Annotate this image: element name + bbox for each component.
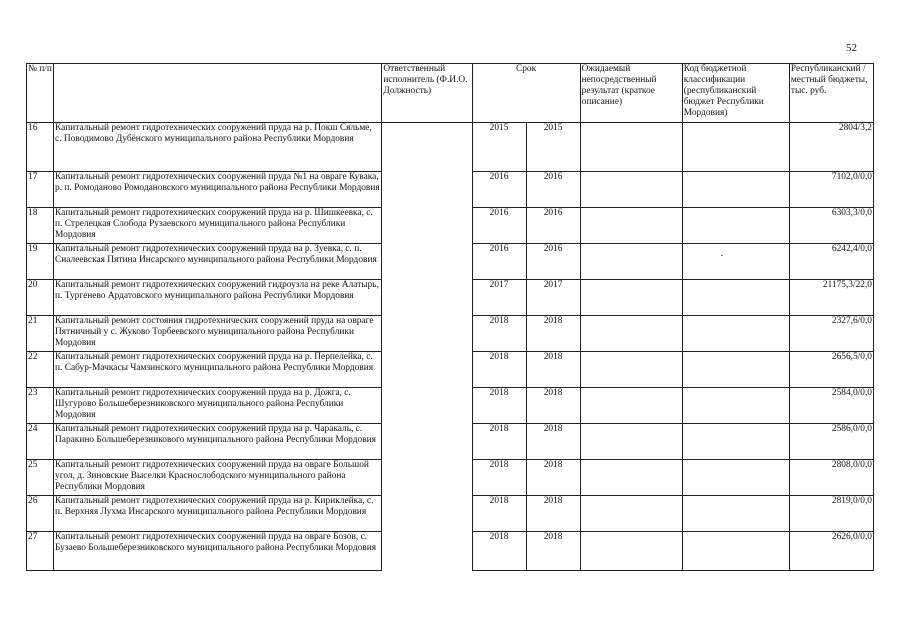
row-budget: 2586,0/0,0 [789, 424, 873, 460]
row-name: Капитальный ремонт гидротехнических сооружений пруда на р. Покш Сяльме, с. Поводимово Дубёнского муниципального района Республики Мордовия [54, 123, 382, 172]
row-end-year: 2016 [526, 172, 580, 208]
row-code [682, 208, 789, 244]
row-expected [580, 208, 682, 244]
row-start-year: 2018 [472, 352, 526, 388]
row-num: 24 [27, 424, 54, 460]
header-budget: Республиканский /местный бюджеты, тыс. руб. [789, 64, 873, 123]
row-num: 26 [27, 496, 54, 532]
row-start-year: 2018 [472, 424, 526, 460]
row-budget: 6242,4/0,0 [789, 244, 873, 280]
row-name: Капитальный ремонт гидротехнических сооружений гидроузла на реке Алатырь, п. Тургенево Ардатовского муниципального района Республики Мордовия [54, 280, 382, 316]
row-budget: 2804/3,2 [789, 123, 873, 172]
row-name: Капитальный ремонт гидротехнических сооружений пруда на овраге Бозов, с. Бузаево Большеберезниковского муниципального района Республики Мордовия [54, 532, 382, 571]
row-name: Капитальный ремонт гидротехнических сооружений пруда на р. Чаракаль, с. Паракино Большеберезникового муниципального района Республики Мордовия [54, 424, 382, 460]
scan-speck [721, 255, 723, 256]
row-end-year: 2017 [526, 280, 580, 316]
row-end-year: 2018 [526, 460, 580, 496]
row-budget: 2808,0/0,0 [789, 460, 873, 496]
row-end-year: 2018 [526, 532, 580, 571]
row-name: Капитальный ремонт гидротехнических сооружений пруда №1 на овраге Кувака, р. п. Ромоданово Ромодановского муниципального района Республики Мордовия [54, 172, 382, 208]
row-budget: 7102,0/0,0 [789, 172, 873, 208]
row-expected [580, 496, 682, 532]
row-name: Капитальный ремонт гидротехнических сооружений пруда на р. Шишкеевка, с. п. Стрелецкая Слобода Рузаевского муниципального района Республики Мордовия [54, 208, 382, 244]
row-end-year: 2018 [526, 352, 580, 388]
row-code [682, 532, 789, 571]
row-expected [580, 460, 682, 496]
row-code [682, 496, 789, 532]
row-num: 19 [27, 244, 54, 280]
header-responsible: Ответственный исполнитель (Ф.И.О. Должность) [382, 64, 472, 123]
row-num: 25 [27, 460, 54, 496]
row-end-year: 2015 [526, 123, 580, 172]
row-name: Капитальный ремонт гидротехнических сооружений пруда на р. Кириклейка, с. п. Верхняя Лухма Инсарского муниципального района Республики Мордовия [54, 496, 382, 532]
row-start-year: 2016 [472, 172, 526, 208]
row-expected [580, 123, 682, 172]
row-end-year: 2018 [526, 388, 580, 424]
table-header-row [27, 64, 874, 123]
row-budget: 6303,3/0,0 [789, 208, 873, 244]
row-expected [580, 280, 682, 316]
row-name: Капитальный ремонт гидротехнических сооружений пруда на овраге Большой угол, д. Зиновские Выселки Краснослободского муниципального района Республики Мордовия [54, 460, 382, 496]
row-code [682, 280, 789, 316]
row-expected [580, 352, 682, 388]
row-budget: 2626,0/0,0 [789, 532, 873, 571]
row-expected [580, 172, 682, 208]
row-code [682, 424, 789, 460]
row-expected [580, 244, 682, 280]
row-name: Капитальный ремонт гидротехнических сооружений пруда на р. Перпелейка, с. п. Сабур-Мачкасы Чамзинского муниципального района Республики Мордовия [54, 352, 382, 388]
responsible-cell [382, 123, 472, 571]
header-budget-code: Код бюджетной классификации (республиканский бюджет Республики Мордовия) [682, 64, 789, 123]
row-name: Капитальный ремонт состояния гидротехнических сооружений пруда на овраге Пятничный у с. Жуково Торбеевского муниципального района Республики Мордовия [54, 316, 382, 352]
row-name: Капитальный ремонт гидротехнических сооружений пруда на р. Зуевка, с. п. Сиалеевская Пятина Инсарского муниципального района Республики Мордовия [54, 244, 382, 280]
row-start-year: 2016 [472, 208, 526, 244]
row-end-year: 2018 [526, 424, 580, 460]
row-code [682, 316, 789, 352]
row-expected [580, 532, 682, 571]
row-num: 17 [27, 172, 54, 208]
row-budget: 21175,3/22,0 [789, 280, 873, 316]
row-code [682, 123, 789, 172]
row-budget: 2584,0/0,0 [789, 388, 873, 424]
row-code [682, 460, 789, 496]
row-start-year: 2018 [472, 532, 526, 571]
row-start-year: 2015 [472, 123, 526, 172]
row-code [682, 352, 789, 388]
row-num: 23 [27, 388, 54, 424]
row-expected [580, 424, 682, 460]
row-num: 22 [27, 352, 54, 388]
row-num: 21 [27, 316, 54, 352]
row-name: Капитальный ремонт гидротехнических сооружений пруда на р. Дожга, с. Шугурово Большеберезниковского муниципального района Республики Мордовия [54, 388, 382, 424]
row-start-year: 2018 [472, 316, 526, 352]
row-num: 27 [27, 532, 54, 571]
row-num: 18 [27, 208, 54, 244]
row-end-year: 2016 [526, 244, 580, 280]
row-start-year: 2017 [472, 280, 526, 316]
row-start-year: 2018 [472, 496, 526, 532]
row-budget: 2819,0/0,0 [789, 496, 873, 532]
row-start-year: 2018 [472, 388, 526, 424]
plan-table [26, 63, 874, 571]
row-end-year: 2018 [526, 316, 580, 352]
table-row [27, 123, 874, 172]
header-term: Срок [472, 64, 580, 123]
row-end-year: 2018 [526, 496, 580, 532]
row-end-year: 2016 [526, 208, 580, 244]
row-num: 16 [27, 123, 54, 172]
row-num: 20 [27, 280, 54, 316]
row-code [682, 388, 789, 424]
header-expected-result: Ожидаемый непосредственный результат (краткое описание) [580, 64, 682, 123]
row-expected [580, 316, 682, 352]
row-code [682, 172, 789, 208]
row-budget: 2327,6/0,0 [789, 316, 873, 352]
page-number: 52 [846, 42, 857, 54]
row-code [682, 244, 789, 280]
header-name [54, 64, 382, 123]
row-start-year: 2016 [472, 244, 526, 280]
row-start-year: 2018 [472, 460, 526, 496]
header-num: № п/п [27, 64, 54, 123]
row-expected [580, 388, 682, 424]
row-budget: 2656,5/0,0 [789, 352, 873, 388]
